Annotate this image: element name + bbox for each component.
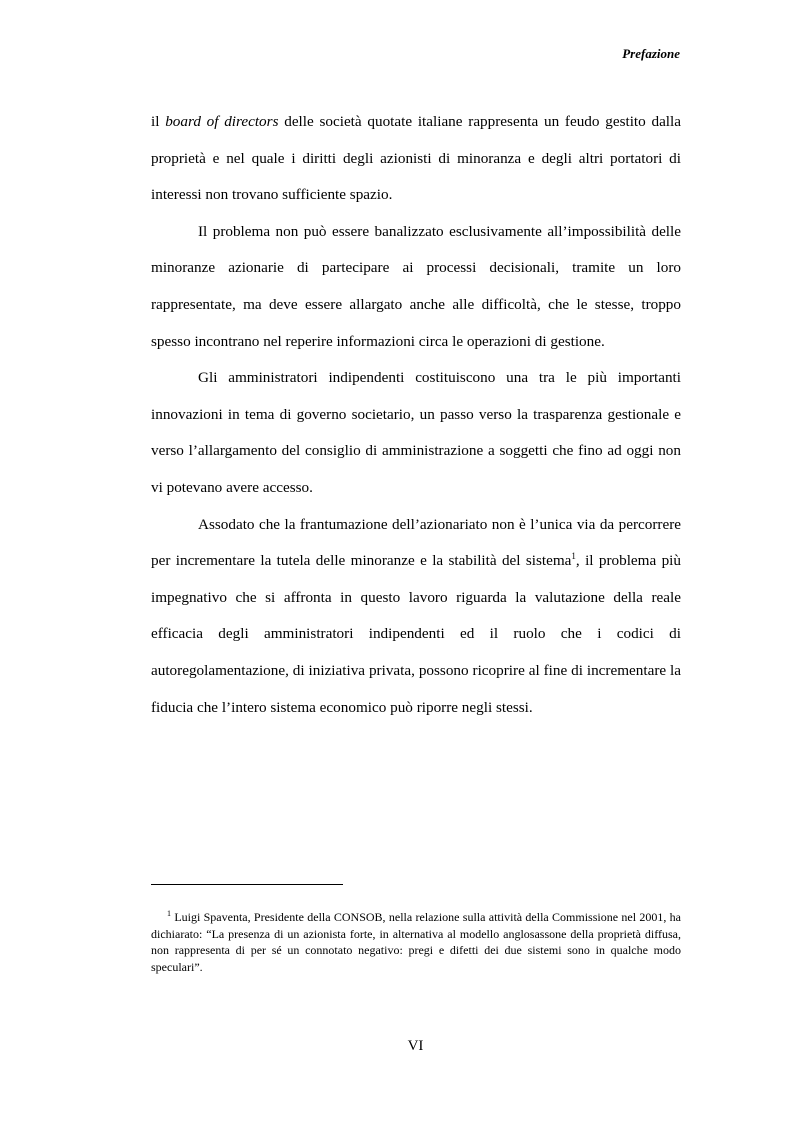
footnote-text: Luigi Spaventa, Presidente della CONSOB, nella relazione sulla attività della Commissione nel 2001, ha dichiarato: “La presenza di un azionista forte, in alternativa al modello anglosassone della proprietà diffusa, non rappresenta di per sé un connotato negativo: pregi e difetti dei due sistemi sono in qualche modo speculari”. xyxy=(151,910,681,974)
footnote-separator xyxy=(151,884,343,885)
footnote xyxy=(151,909,681,975)
paragraph-1-start: il xyxy=(151,113,166,130)
paragraph-1 xyxy=(151,104,681,214)
paragraph-2: Il problema non può essere banalizzato esclusivamente all’impossibilità delle minoranze azionarie di partecipare ai processi decisionali, tramite un loro rappresentate, ma deve essere allargato anche alle difficoltà, che le stesse, troppo spesso incontrano nel reperire informazioni circa le operazioni di gestione. xyxy=(151,222,681,350)
paragraph-4-rest: , il problema più impegnativo che si affronta in questo lavoro riguarda la valutazione della reale efficacia degli amministratori indipendenti ed il ruolo che i codici di autoregolamentazione, di iniziativa privata, possono ricoprire al fine di incrementare la fiducia che l’intero sistema economico può riporre negli stessi. xyxy=(151,552,681,716)
paragraph-4-start: Assodato che la frantumazione dell’azionariato non è l’unica via da percorrere per incrementare la tutela delle minoranze e la stabilità del sistema xyxy=(151,515,681,570)
page-number: VI xyxy=(407,1038,424,1054)
paragraph-1-rest: delle società quotate italiane rappresenta un feudo gestito dalla proprietà e nel quale i diritti degli azionisti di minoranza e degli altri portatori di interessi non trovano sufficiente spazio. xyxy=(151,113,681,204)
italic-term: board of directors xyxy=(165,113,279,130)
footnote-marker: 1 xyxy=(167,909,171,918)
paragraph-3: Gli amministratori indipendenti costituiscono una tra le più importanti innovazioni in tema di governo societario, un passo verso la trasparenza gestionale e verso l’allargamento del consiglio di amministrazione a soggetti che fino ad oggi non vi potevano avere accesso. xyxy=(151,369,681,496)
paragraph-4 xyxy=(151,507,681,727)
body-text xyxy=(151,104,681,726)
footnote-reference[interactable]: 1 xyxy=(571,551,576,562)
running-header: Prefazione xyxy=(622,46,680,61)
